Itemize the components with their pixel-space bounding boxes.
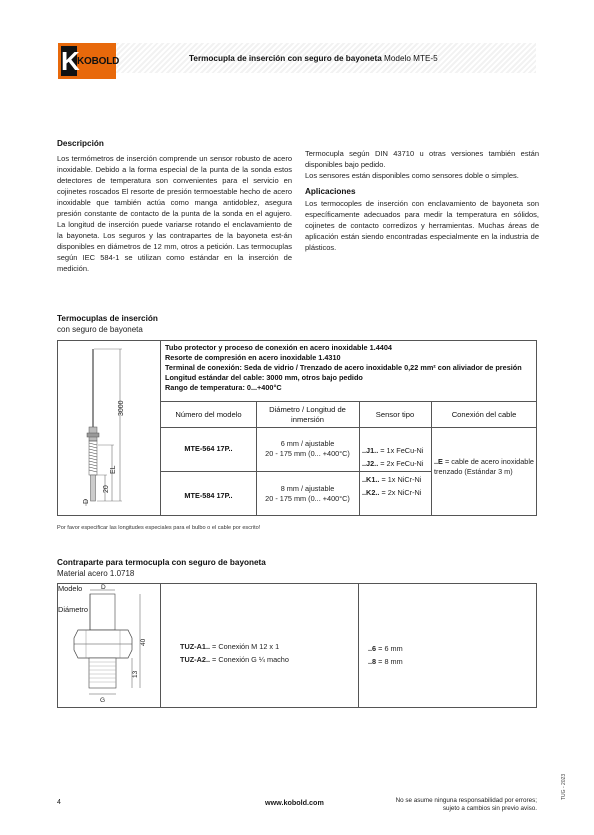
diameter-value: 6 mm / ajustable: [280, 439, 335, 448]
model-tuz-a2: TUZ-A2.. = Conexión G ¼ macho: [180, 655, 289, 664]
cable-desc: = cable de acero inoxidable trenzado (Estándar 3 m): [434, 457, 534, 476]
d-label: D: [83, 498, 90, 504]
website-link[interactable]: www.kobold.com: [265, 798, 324, 807]
spec-line: Resorte de compresión en acero inoxidable 1.4310: [165, 353, 341, 362]
model-mte-584: MTE-584 17P..: [184, 491, 233, 500]
diameter-row-1: [256, 439, 359, 459]
sensor-k2: ..K2.. = 2x NiCr-Ni: [362, 488, 422, 497]
kobold-logo: [58, 43, 120, 79]
thermocouple-drawing: [58, 341, 161, 517]
document-code: TUG - 2023: [561, 773, 567, 800]
spring-shape: [89, 443, 97, 472]
table2-subheading: Material acero 1.0718: [57, 568, 135, 578]
thermocouple-drawing-cell: [58, 341, 161, 515]
special-length-note: Por favor especificar las longitudes especiales para el bulbo o el cable por escrito!: [57, 525, 261, 531]
applications-heading: Aplicaciones: [305, 187, 356, 196]
sensor-j1: ..J1.. = 1x FeCu-Ni: [362, 446, 424, 455]
col-header-diametro: Diámetro: [58, 605, 88, 614]
l20-label: 20: [103, 485, 110, 493]
page-title: [189, 54, 438, 65]
description-heading: Descripción: [57, 139, 104, 148]
d-label: D: [101, 584, 106, 591]
page-title-model: Modelo MTE-5: [381, 54, 438, 63]
sensor-k1: ..K1.. = 1x NiCr-Ni: [362, 475, 422, 484]
col-header-modelo: Modelo: [58, 584, 83, 593]
thread-shape: [89, 658, 116, 688]
model-mte-564: MTE-564 17P..: [184, 444, 233, 453]
table2-heading: Contraparte para termocupla con seguro de bayoneta: [57, 558, 266, 567]
col-header-model: Número del modelo: [161, 402, 256, 428]
el-label: EL: [110, 465, 117, 474]
length-label: 3000: [118, 400, 125, 416]
immersion-range: 20 - 175 mm (0... +400°C): [265, 449, 350, 458]
counterpart-table: [57, 583, 537, 708]
l13-label: 13: [132, 670, 139, 678]
diameter-6: ..6 = 6 mm: [368, 644, 403, 653]
page-title-main: Termocupla de inserción con seguro de bayoneta: [189, 54, 382, 63]
disclaimer: [370, 797, 537, 814]
upper-body-shape: [90, 594, 115, 630]
disclaimer-line: sujeto a cambios sin previo aviso.: [442, 805, 537, 813]
cable-code: ..E: [434, 457, 443, 466]
table1-heading: Termocuplas de inserción: [57, 314, 158, 323]
diameter-8: ..8 = 8 mm: [368, 657, 403, 666]
diameter-value: 8 mm / ajustable: [280, 484, 335, 493]
table2-heading-block: [57, 558, 266, 580]
cable-option-e: [434, 457, 534, 477]
table1-heading-block: [57, 314, 158, 336]
sensor-types-text: Los sensores están disponibles como sensores doble o simples.: [305, 171, 519, 180]
g-label: G: [100, 697, 106, 704]
sensor-j2: ..J2.. = 2x FeCu-Ni: [362, 459, 424, 468]
description-right-column: [305, 148, 539, 253]
diameter-row-2: [256, 484, 359, 504]
col-header-sensor: Sensor tipo: [359, 402, 431, 428]
applications-text: Los termocoples de inserción con enclavamiento de bayoneta son específicamente adecuados para medir la temperatura en sólidos, cojinetes de contacto corredizos y herramientas. Muchas áreas de aplicación están siendo encontradas especialmente en la industria de plásticos.: [305, 198, 539, 252]
description-section: [57, 139, 292, 274]
l40-label: 40: [140, 638, 147, 646]
counterpart-drawing: [58, 584, 161, 709]
disclaimer-line: No se asume ninguna responsabilidad por errores;: [395, 797, 537, 804]
model-tuz-a1: TUZ-A1.. = Conexión M 12 x 1: [180, 642, 280, 651]
din-versions-text: Termocupla según DIN 43710 u otras versiones también están disponibles bajo pedido.: [305, 149, 539, 169]
logo-k-block: K: [61, 46, 80, 76]
description-text: Los termómetros de inserción comprende un sensor robusto de acero inoxidable. Debido a la forma especial de la punta de la sonda estos detectores de temperatura son convenientes para el servicio en cojinetes roscados El resorte de presión termoestable hecho de acero inoxidable que también actúa como manga antidoblez, asegura presión constante de contacto de la punta de la sonda en el agujero. La longitud de inserción puede variarse rotando el enclavamiento de la bayoneta. Los seguros y las contrapartes de la bayoneta est-án disponibles en diámetros de 12 mm, otros a petición. Las termocuplas según IEC 584-1 se utilizan como estándar en la inserción de medición.: [57, 153, 292, 273]
counterpart-drawing-cell: [58, 584, 161, 707]
spec-line: Longitud estándar del cable: 3000 mm, otros bajo pedido: [165, 373, 363, 382]
table1-subheading: con seguro de bayoneta: [57, 324, 143, 334]
thermocouple-specs: [161, 341, 536, 402]
logo-text: KOBOLD: [77, 56, 120, 67]
col-header-cable: Conexión del cable: [431, 402, 537, 428]
col-header-diameter: Diámetro / Longitud de inmersión: [256, 402, 359, 428]
spec-line: Terminal de conexión: Seda de vidrio / Trenzado de acero inoxidable 0,22 mm² con aliviador de presión: [165, 363, 522, 372]
page-number: 4: [57, 799, 61, 806]
immersion-range: 20 - 175 mm (0... +400°C): [265, 494, 350, 503]
probe-shape: [91, 475, 96, 501]
thermocouple-table: [57, 340, 537, 516]
spec-line: Rango de temperatura: 0...+400°C: [165, 383, 282, 392]
spec-line: Tubo protector y proceso de conexión en acero inoxidable 1.4404: [165, 343, 392, 352]
